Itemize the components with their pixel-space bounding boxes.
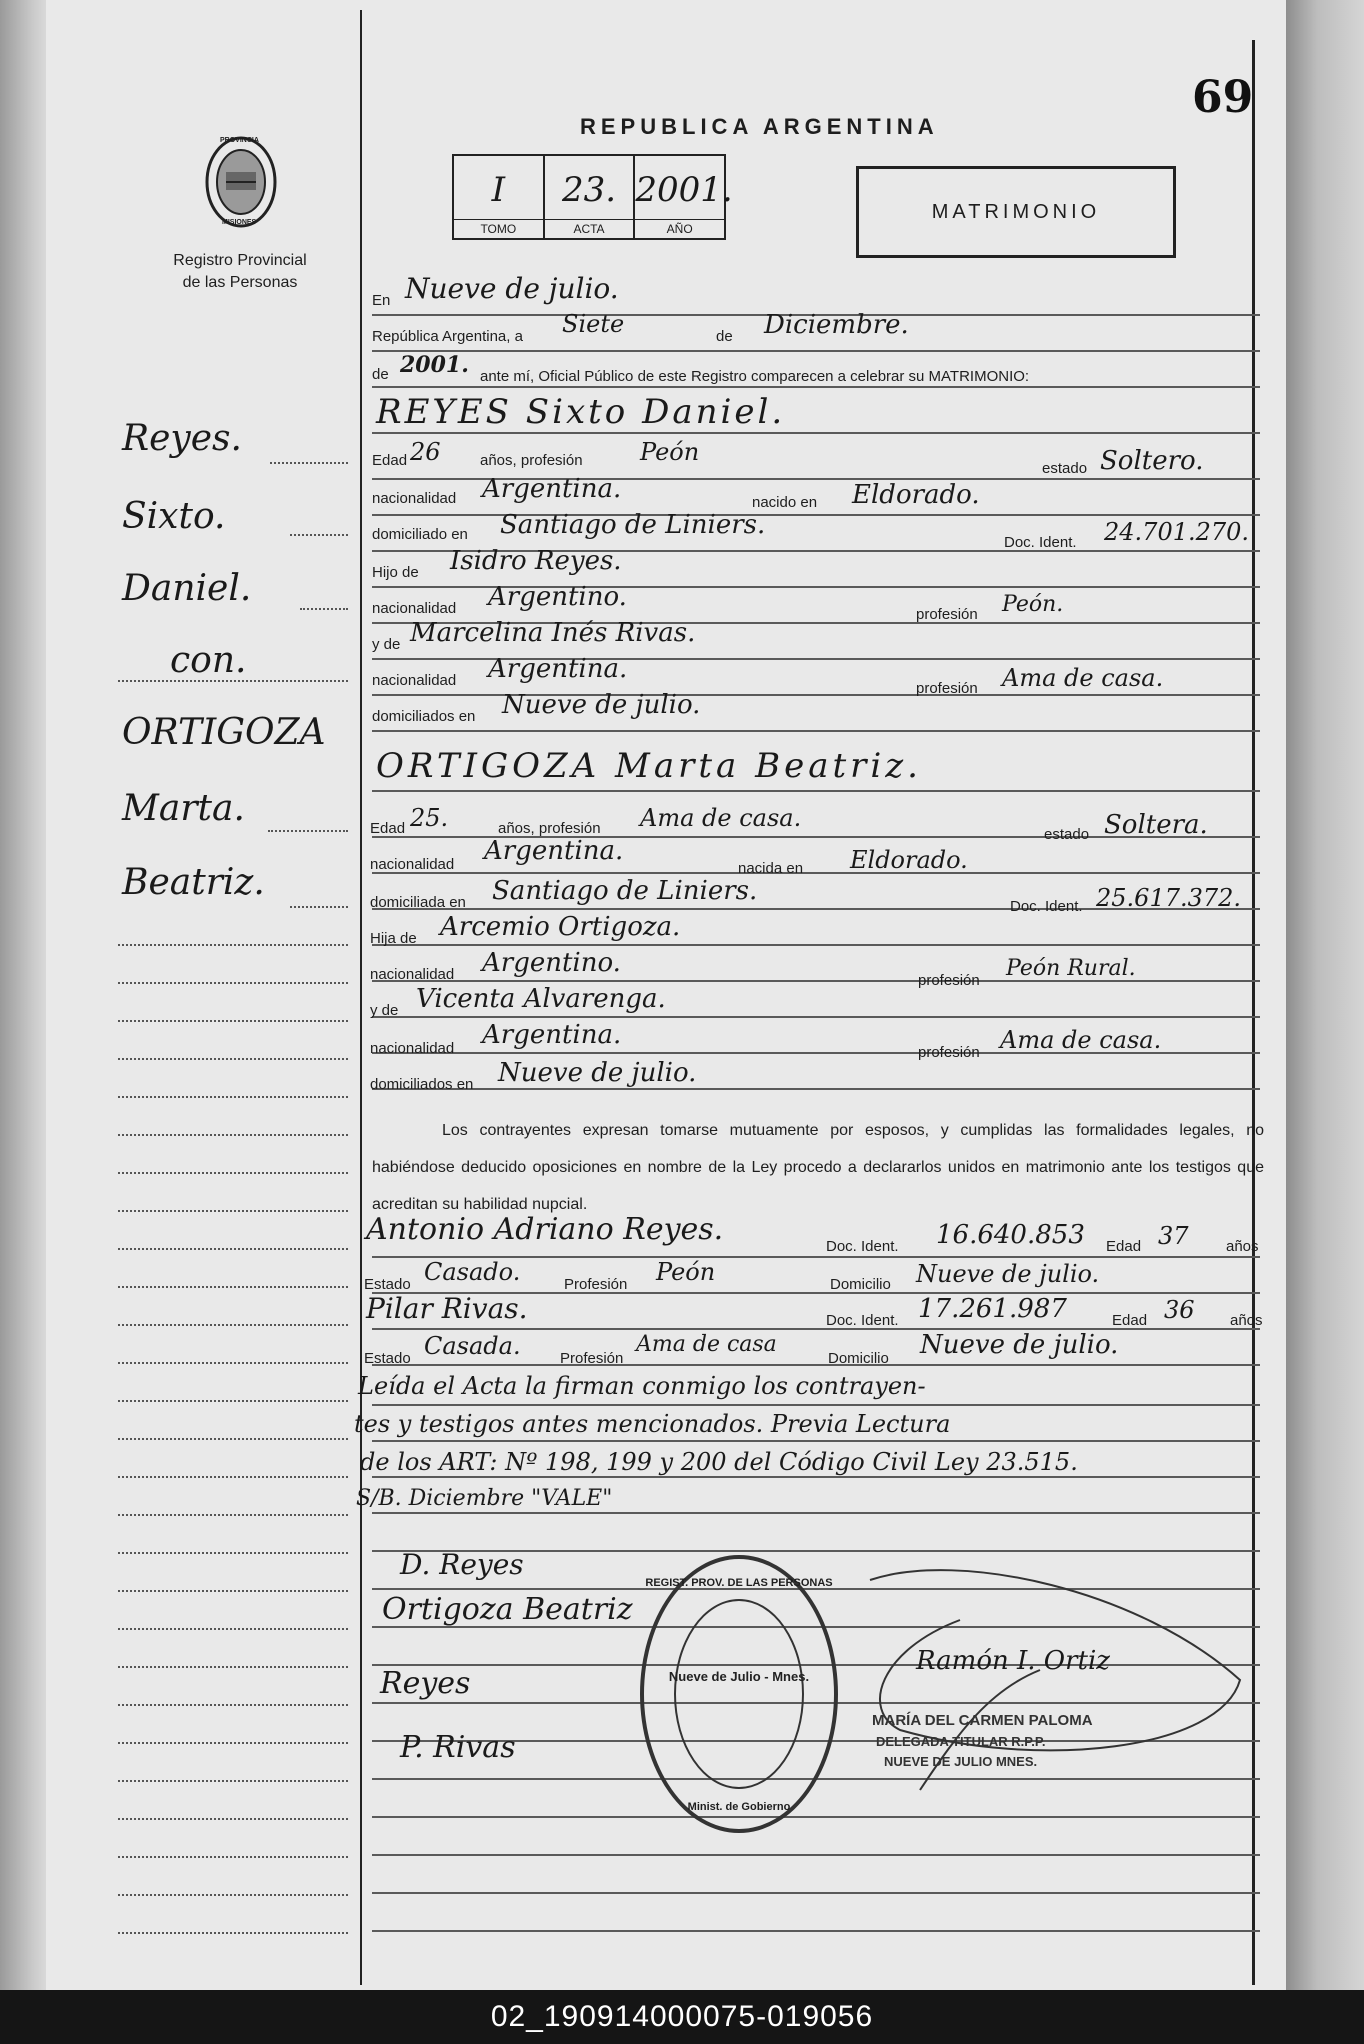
left-margin-line: Daniel.	[122, 568, 252, 609]
label: nacionalidad	[370, 966, 455, 983]
margin-dotted-line	[118, 1552, 348, 1554]
official-name: MARÍA DEL CARMEN PALOMA	[872, 1712, 1093, 1729]
bride-doc: 25.617.372.	[1096, 884, 1242, 912]
official-title: DELEGADA TITULAR R.P.P.	[876, 1734, 1046, 1749]
label: Hija de	[370, 930, 417, 947]
groom-doc: 24.701.270.	[1104, 518, 1250, 546]
bride-birthplace: Eldorado.	[850, 846, 968, 874]
witness1-profession: Peón	[656, 1258, 716, 1286]
signature-groom: D. Reyes	[400, 1548, 524, 1581]
label: domiciliada en	[370, 894, 466, 911]
margin-dotted-line	[118, 1476, 348, 1478]
label: Edad	[370, 820, 406, 837]
form-rule	[372, 386, 1260, 388]
closing-line: Leída el Acta la firman conmigo los contrayen-	[358, 1372, 926, 1400]
left-margin-line: con.	[170, 640, 247, 681]
margin-dotted-line	[270, 462, 348, 464]
groom-age: 26	[410, 438, 441, 466]
registry-line2: de las Personas	[182, 274, 298, 291]
ano-cell	[635, 156, 733, 238]
groom-estado: Soltero.	[1100, 446, 1204, 476]
declaration-text: Los contrayentes expresan tomarse mutuamente por esposos, y cumplidas las formalidades legales, no habiéndose deducido oposiciones en nombre de la Ley procedo a declararlos unidos en matrimonio ante los testigos que acreditan su habilidad nupcial.	[372, 1122, 1264, 1213]
margin-dotted-line	[118, 1362, 348, 1364]
witness2-age: 36	[1164, 1296, 1195, 1324]
bride-father-nationality: Argentino.	[482, 948, 621, 978]
form-rule	[372, 1476, 1260, 1478]
groom-father: Isidro Reyes.	[450, 546, 622, 576]
margin-dotted-line	[118, 1628, 348, 1630]
label: Edad	[1106, 1238, 1142, 1255]
label: Hijo de	[372, 564, 419, 581]
binding-shadow	[0, 0, 46, 1990]
witness2-profession: Ama de casa	[636, 1332, 777, 1357]
form-rule	[372, 1892, 1260, 1894]
stamp-outer-text: REGIST. PROV. DE LAS PERSONAS	[645, 1577, 833, 1589]
ceremony-month: Diciembre.	[764, 310, 909, 340]
margin-dotted-line	[300, 608, 348, 610]
margin-dotted-line	[118, 982, 348, 984]
label: Doc. Ident.	[1004, 534, 1077, 551]
label: y de	[372, 636, 401, 653]
label: nacionalidad	[372, 490, 457, 507]
groom-mother-profession: Ama de casa.	[1002, 664, 1164, 692]
groom-father-profession: Peón.	[1002, 592, 1064, 617]
label: profesión	[916, 680, 978, 697]
margin-dotted-line	[118, 1400, 348, 1402]
form-rule	[372, 1512, 1260, 1514]
form-rule	[372, 1854, 1260, 1856]
left-margin-line: ORTIGOZA	[122, 712, 326, 753]
bride-age: 25.	[410, 804, 449, 832]
ano-label: AÑO	[635, 219, 724, 236]
margin-dotted-line	[118, 1666, 348, 1668]
groom-name: REYES Sixto Daniel.	[376, 392, 786, 432]
form-rule	[372, 432, 1260, 434]
margin-dotted-line	[118, 1932, 348, 1934]
ceremony-city: Nueve de julio.	[405, 272, 619, 305]
form-rule	[372, 1016, 1260, 1018]
margin-dotted-line	[118, 1324, 348, 1326]
groom-father-nationality: Argentino.	[488, 582, 627, 612]
label: Estado	[364, 1350, 411, 1367]
form-rule	[372, 790, 1260, 792]
label: Domicilio	[828, 1350, 889, 1367]
form-rule	[372, 872, 1260, 874]
label: Doc. Ident.	[826, 1312, 899, 1329]
label: estado	[1044, 826, 1090, 843]
bride-domicile: Santiago de Liniers.	[492, 876, 758, 906]
label: Doc. Ident.	[826, 1238, 899, 1255]
closing-line: tes y testigos antes mencionados. Previa Lectura	[354, 1410, 951, 1438]
stamp-bottom-text: Minist. de Gobierno	[687, 1801, 791, 1813]
margin-dotted-line	[118, 1172, 348, 1174]
margin-dotted-line	[268, 830, 348, 832]
ano-value: 2001.	[635, 170, 733, 210]
margin-dotted-line	[118, 1514, 348, 1516]
registry-line1: Registro Provincial	[173, 252, 307, 269]
tomo-cell	[454, 156, 545, 238]
official-stamp	[640, 1555, 838, 1833]
bride-father: Arcemio Ortigoza.	[440, 912, 681, 942]
margin-dotted-line	[118, 1286, 348, 1288]
tomo-label: TOMO	[454, 219, 543, 236]
left-margin-line: Reyes.	[122, 418, 242, 459]
bride-nationality: Argentina.	[484, 836, 624, 866]
margin-dotted-line	[118, 1058, 348, 1060]
label: años	[1226, 1238, 1259, 1255]
label: nacionalidad	[370, 1040, 455, 1057]
label: Doc. Ident.	[1010, 898, 1083, 915]
stamp-inner-text: Nueve de Julio - Mnes.	[668, 1669, 810, 1684]
margin-dotted-line	[118, 1096, 348, 1098]
label: Edad	[372, 452, 408, 469]
footer-id: 02_190914000075-019056	[490, 2000, 874, 2033]
groom-profession: Peón	[640, 438, 700, 466]
bride-profession: Ama de casa.	[640, 804, 802, 832]
form-rule	[372, 1404, 1260, 1406]
ceremony-year: 2001.	[400, 352, 469, 378]
bride-father-profession: Peón Rural.	[1006, 956, 1136, 981]
witness1-name: Antonio Adriano Reyes.	[366, 1212, 724, 1247]
witness1-estado: Casado.	[424, 1258, 521, 1286]
label: años, profesión	[480, 452, 583, 469]
label: profesión	[918, 1044, 980, 1061]
label: nacionalidad	[372, 672, 457, 689]
acta-label: ACTA	[545, 219, 634, 236]
margin-dotted-line	[118, 1210, 348, 1212]
label: profesión	[918, 972, 980, 989]
label: nacionalidad	[370, 856, 455, 873]
appear-text: ante mí, Oficial Público de este Registro comparecen a celebrar su MATRIMONIO:	[480, 368, 1030, 385]
en-label: En	[372, 292, 391, 309]
form-rule	[372, 1440, 1260, 1442]
label: domiciliados en	[370, 1076, 474, 1093]
margin-dotted-line	[118, 1704, 348, 1706]
bride-mother-profession: Ama de casa.	[1000, 1026, 1162, 1054]
label: estado	[1042, 460, 1088, 477]
margin-dotted-line	[290, 534, 348, 536]
label: años	[1230, 1312, 1263, 1329]
label: años, profesión	[498, 820, 601, 837]
crest-bottom-text: MISIONES	[222, 219, 257, 226]
groom-parents-domicile: Nueve de julio.	[502, 690, 701, 720]
label: nacida en	[738, 860, 804, 877]
country-title: REPUBLICA ARGENTINA	[580, 114, 939, 139]
margin-dotted-line	[118, 1818, 348, 1820]
form-rule	[372, 944, 1260, 946]
witness2-name: Pilar Rivas.	[366, 1292, 528, 1325]
margin-dotted-line	[118, 1248, 348, 1250]
year-prefix-label: de	[372, 366, 389, 383]
crest-top-text: PROVINCIA	[220, 137, 259, 144]
form-rule	[372, 1930, 1260, 1932]
groom-mother: Marcelina Inés Rivas.	[410, 618, 696, 648]
tomo-acta-ano-box	[452, 154, 733, 240]
official-signature: Ramón I. Ortiz	[916, 1646, 1110, 1676]
margin-dotted-line	[118, 1856, 348, 1858]
bride-estado: Soltera.	[1104, 810, 1208, 840]
groom-mother-nationality: Argentina.	[488, 654, 628, 684]
acta-value: 23.	[561, 170, 617, 210]
label: Profesión	[564, 1276, 628, 1293]
form-rule	[372, 350, 1260, 352]
official-location: NUEVE DE JULIO MNES.	[884, 1754, 1038, 1769]
margin-dotted-line	[118, 1438, 348, 1440]
groom-nationality: Argentina.	[482, 474, 622, 504]
signature-bride: Ortigoza Beatriz	[382, 1592, 633, 1627]
margin-line	[360, 10, 362, 1985]
margin-dotted-line	[118, 1780, 348, 1782]
witness1-domicile: Nueve de julio.	[916, 1260, 1100, 1288]
witness2-domicile: Nueve de julio.	[920, 1330, 1119, 1360]
province-crest-icon	[200, 132, 282, 232]
bride-name: ORTIGOZA Marta Beatriz.	[376, 746, 922, 786]
margin-dotted-line	[118, 1134, 348, 1136]
label: domiciliados en	[372, 708, 476, 725]
margin-dotted-line	[118, 680, 348, 682]
page-number: 69	[1192, 72, 1254, 123]
republica-label: República Argentina, a	[372, 328, 523, 345]
groom-domicile: Santiago de Liniers.	[500, 510, 766, 540]
witness1-doc: 16.640.853	[936, 1220, 1085, 1250]
bride-mother: Vicenta Alvarenga.	[416, 984, 666, 1014]
margin-dotted-line	[118, 944, 348, 946]
label: nacionalidad	[372, 600, 457, 617]
groom-birthplace: Eldorado.	[852, 480, 980, 510]
margin-dotted-line	[118, 1590, 348, 1592]
label: y de	[370, 1002, 399, 1019]
label: Estado	[364, 1276, 411, 1293]
margin-dotted-line	[118, 1742, 348, 1744]
left-margin-line: Sixto.	[122, 496, 226, 537]
record-type-box: MATRIMONIO	[856, 166, 1176, 258]
de-label: de	[716, 328, 733, 345]
form-rule	[372, 1364, 1260, 1366]
ceremony-day: Siete	[562, 310, 625, 338]
label: domiciliado en	[372, 526, 468, 543]
label: nacido en	[752, 494, 818, 511]
signature-witness1: Reyes	[380, 1666, 471, 1701]
acta-cell	[545, 156, 636, 238]
margin-dotted-line	[118, 1894, 348, 1896]
label: Profesión	[560, 1350, 624, 1367]
witness1-age: 37	[1158, 1222, 1189, 1250]
witness2-estado: Casada.	[424, 1332, 521, 1360]
label: profesión	[916, 606, 978, 623]
closing-line: de los ART: Nº 198, 199 y 200 del Código Civil Ley 23.515.	[360, 1448, 1078, 1476]
margin-dotted-line	[118, 1020, 348, 1022]
form-rule	[372, 1088, 1260, 1090]
witness2-doc: 17.261.987	[918, 1294, 1067, 1324]
form-rule	[372, 730, 1260, 732]
bride-mother-nationality: Argentina.	[482, 1020, 622, 1050]
bride-parents-domicile: Nueve de julio.	[498, 1058, 697, 1088]
label: Domicilio	[830, 1276, 891, 1293]
label: Edad	[1112, 1312, 1148, 1329]
tomo-value: I	[491, 170, 506, 210]
official-signature-loop	[840, 1530, 1260, 1830]
margin-dotted-line	[290, 906, 348, 908]
left-margin-line: Marta.	[122, 788, 245, 829]
scan-footer	[0, 1990, 1364, 2044]
stamp-inner-ring	[674, 1599, 804, 1789]
closing-line: S/B. Diciembre "VALE"	[356, 1486, 613, 1511]
page-edge	[1286, 0, 1364, 1990]
left-margin-line: Beatriz.	[122, 862, 265, 903]
signature-witness2: P. Rivas	[400, 1730, 516, 1765]
